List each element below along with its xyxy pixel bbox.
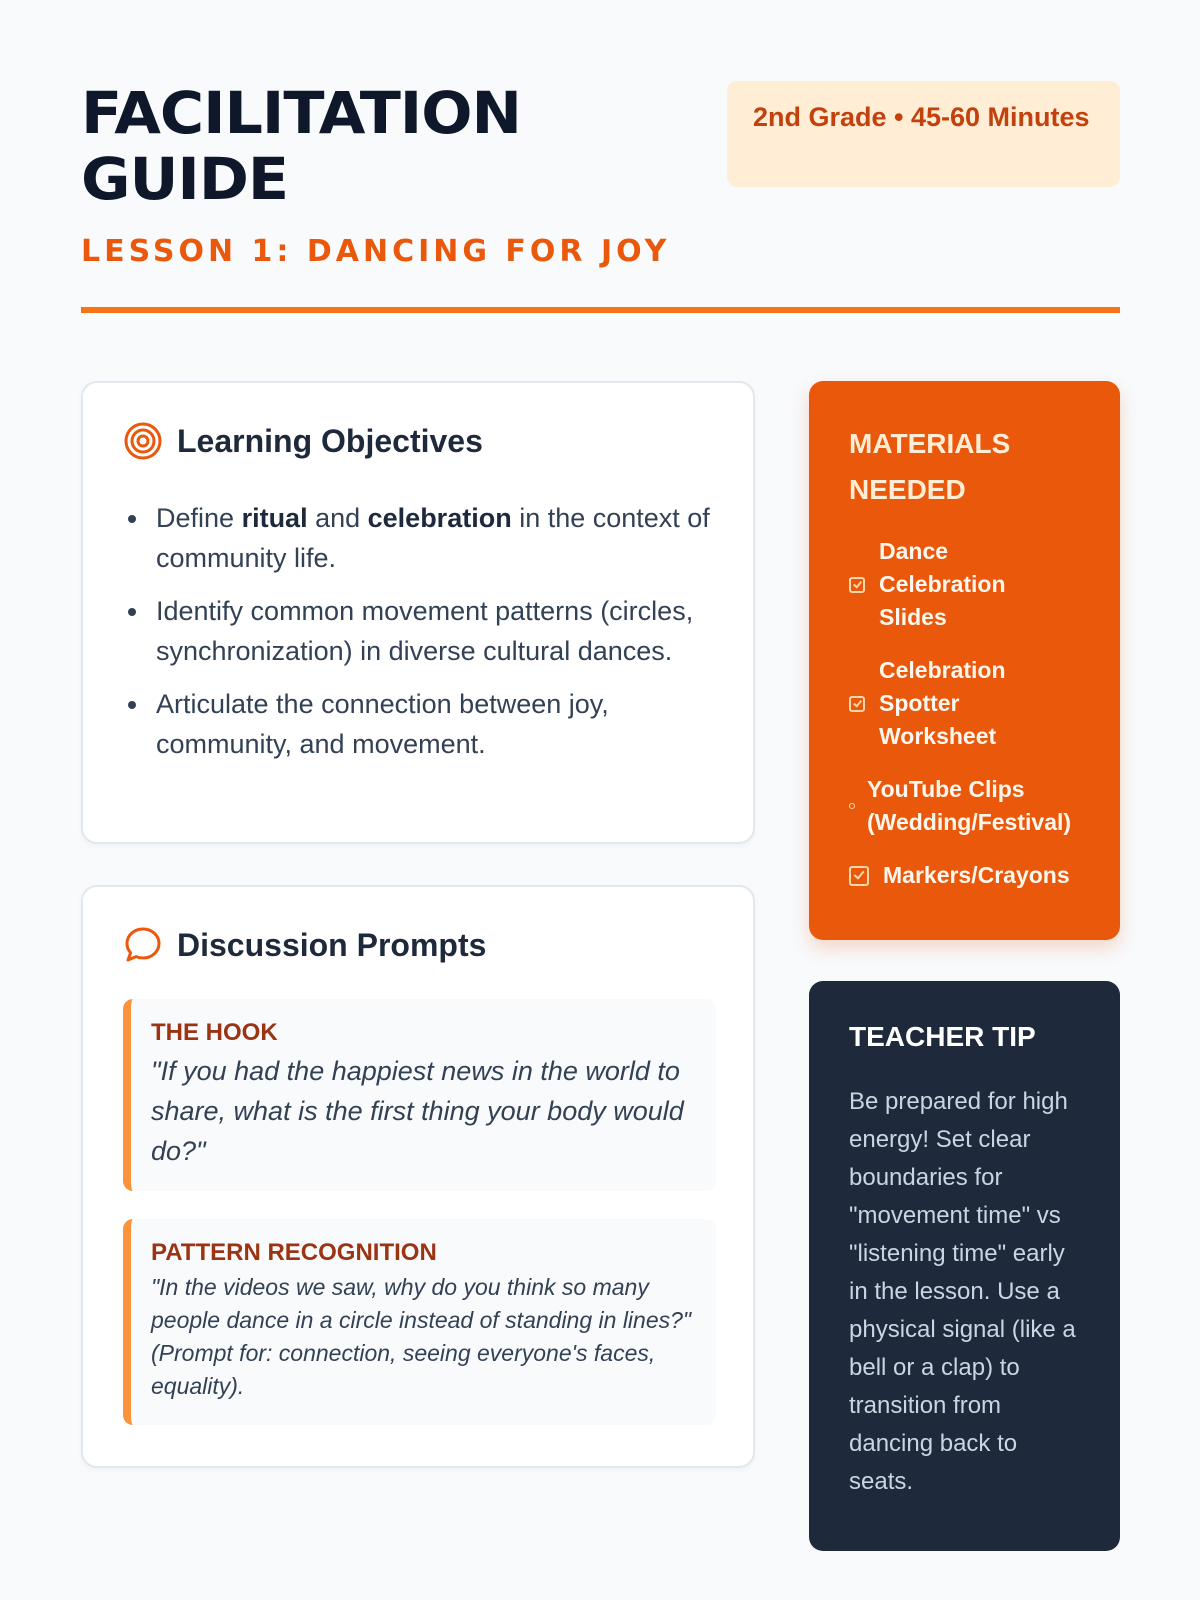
page-title: FACILITATION GUIDE (81, 79, 521, 213)
material-item (849, 773, 1080, 839)
speech-bubble-icon (123, 925, 163, 965)
prompt-pattern-recognition (123, 1219, 716, 1425)
objective-text: and (307, 503, 368, 533)
term-celebration: celebration (367, 503, 512, 533)
materials-list (849, 535, 1080, 892)
teacher-tip-body: Be prepared for high energy! Set clear boundaries for "movement time" vs "listening time" early in the lesson. Use a physical signal (like a bell or a clap) to transition from dancing back to seats. (849, 1088, 1076, 1495)
header-divider (81, 307, 1120, 313)
prompt-hook (123, 999, 716, 1191)
checkbox-icon (849, 696, 865, 712)
learning-objectives-card (81, 381, 755, 844)
learning-objectives-title: Learning Objectives (177, 422, 483, 459)
discussion-prompts-card (81, 885, 755, 1468)
material-label: YouTube Clips (Wedding/Festival) (867, 776, 1072, 835)
objective-text: Define (156, 503, 242, 533)
teacher-tip-panel (809, 981, 1120, 1551)
discussion-prompts-header (123, 925, 486, 965)
term-ritual: ritual (241, 503, 308, 533)
list-item: Identify common movement patterns (circles, synchronization) in diverse cultural dances. (156, 591, 736, 671)
material-item (849, 535, 1080, 634)
material-item (849, 859, 1080, 892)
grade-duration-badge: 2nd Grade • 45-60 Minutes (727, 81, 1120, 187)
material-label: Celebration Spotter Worksheet (879, 657, 1006, 749)
teacher-tip-title: TEACHER TIP (849, 1021, 1036, 1052)
learning-objectives-header (123, 421, 483, 461)
prompt-label: THE HOOK (151, 1019, 278, 1046)
materials-title: MATERIALS NEEDED (849, 428, 1011, 505)
objective-text: in the context of community life. (156, 503, 710, 573)
discussion-prompts-title: Discussion Prompts (177, 926, 487, 963)
checkbox-icon (849, 577, 865, 593)
checkbox-icon (849, 866, 869, 886)
target-icon (123, 421, 163, 461)
list-item: Articulate the connection between joy, community, and movement. (156, 684, 736, 764)
prompt-label: PATTERN RECOGNITION (151, 1239, 437, 1266)
material-item (849, 654, 1080, 753)
material-label: Markers/Crayons (883, 862, 1070, 888)
objectives-list (156, 498, 736, 777)
checkbox-icon (849, 803, 855, 809)
material-label: Dance Celebration Slides (879, 538, 1006, 630)
prompt-text: "If you had the happiest news in the world to share, what is the first thing your body would do?" (151, 1056, 684, 1166)
lesson-subtitle: LESSON 1: DANCING FOR JOY (81, 234, 671, 269)
list-item (156, 498, 736, 578)
materials-needed-panel (809, 381, 1120, 940)
prompt-text: "In the videos we saw, why do you think so many people dance in a circle instead of standing in lines?" (Prompt for: connection, seeing everyone's faces, equality). (151, 1274, 692, 1399)
